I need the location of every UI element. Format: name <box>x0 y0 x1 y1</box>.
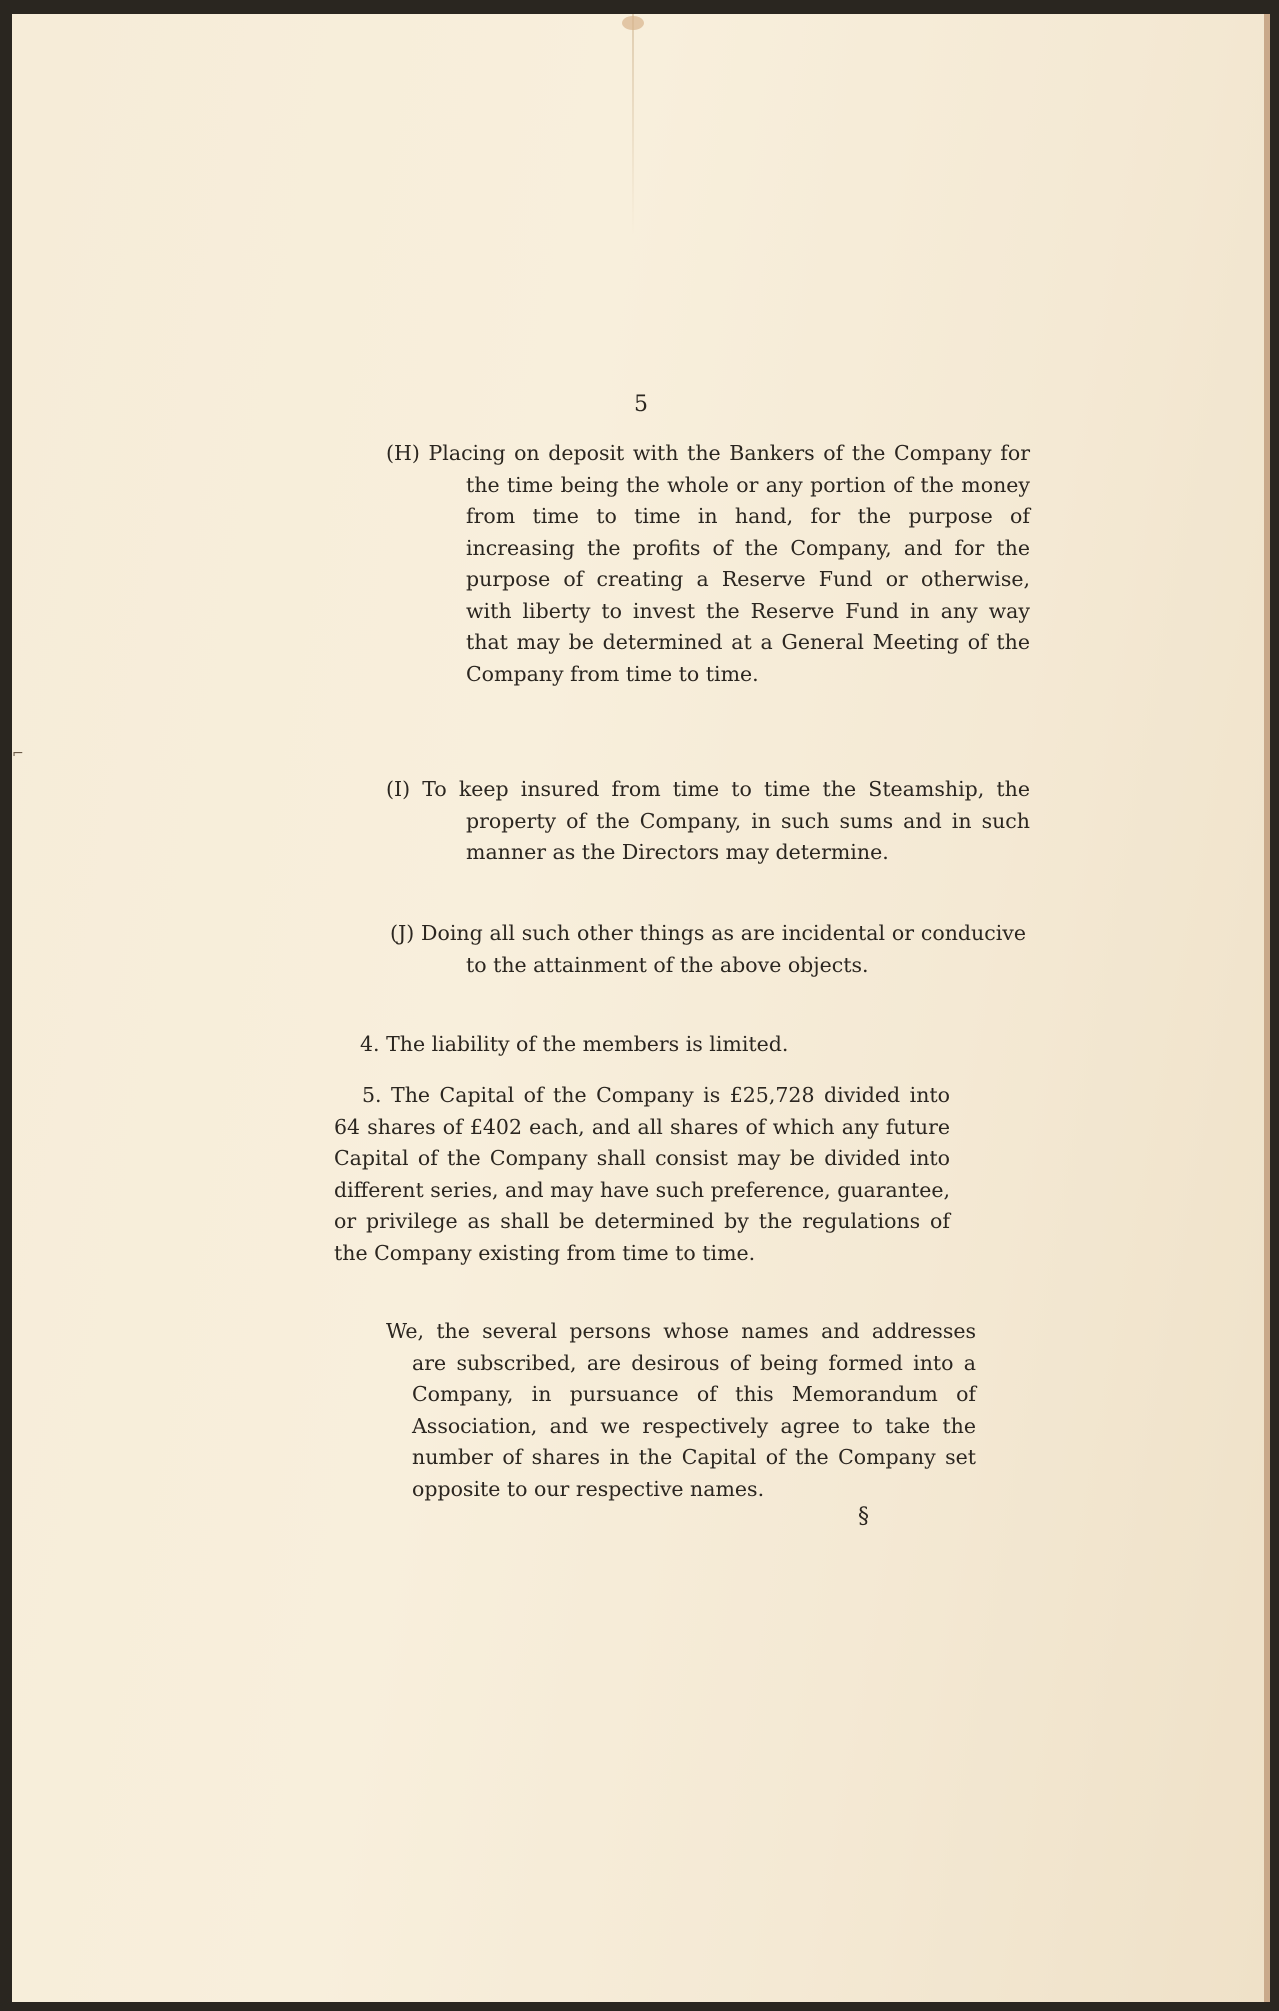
clause-5: 5. The Capital of the Company is £25,728 divided into 64 shares of £402 each, and all shares of which any future Capital of the Company shall consist may be divided into different series, and may have such preference, guarantee, or privilege as shall be determined by the regulations of the Company existing from time to time. <box>334 1083 950 1265</box>
margin-mark: ⌐ <box>12 746 24 762</box>
clause-h: (H) Placing on deposit with the Bankers of the Company for the time being the whole or any portion of the money from time to time in hand, for the purpose of increasing the profits of the Company, and for the purpose of creating a Reserve Fund or otherwise, with liberty to invest the Reserve Fund in any way that may be determined at a General Meeting of the Company from time to time. <box>386 441 1030 686</box>
paper-sheet <box>12 14 1270 2002</box>
clause-i: (I) To keep insured from time to time the Steamship, the property of the Company, in such sums and in such manner as the Directors may determine. <box>386 777 1030 864</box>
clause-4: 4. The liability of the members is limited. <box>360 1032 789 1056</box>
clause-j: (J) Doing all such other things as are incidental or conducive to the attainment of the above objects. <box>390 921 1026 977</box>
paper-stain <box>622 16 644 30</box>
fold-crease <box>632 14 634 234</box>
page-number: 5 <box>634 392 648 417</box>
section-mark: § <box>858 1504 869 1529</box>
subscribers-declaration: We, the several persons whose names and addresses are subscribed, are desirous of being formed into a Company, in pursuance of this Memorandum of Association, and we respectively agree to take the number of shares in the Capital of the Company set opposite to our respective names. <box>386 1319 976 1501</box>
